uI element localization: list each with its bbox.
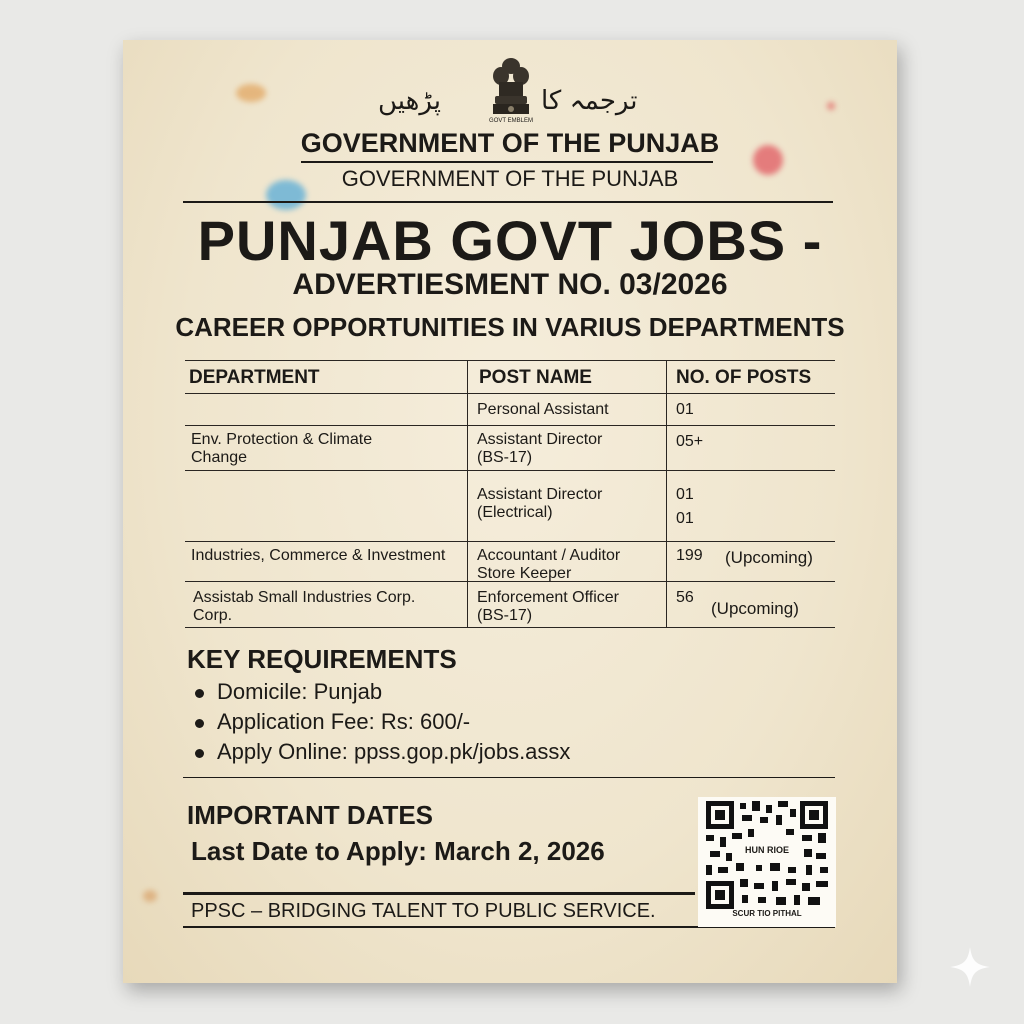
urdu-text-right: ترجمہ کا (541, 86, 638, 116)
table-cell-department: Assistab Small Industries Corp. Corp. (193, 589, 416, 624)
table-cell-post: Accountant / Auditor Store Keeper (477, 547, 621, 582)
qr-code-icon (706, 801, 828, 909)
footer-tagline: PPSC – BRIDGING TALENT TO PUBLIC SERVICE. (191, 900, 656, 922)
government-heading-regular: GOVERNMENT OF THE PUNJAB (341, 166, 679, 191)
table-cell-posts: 01 (676, 486, 694, 503)
paint-stain (143, 890, 157, 902)
table-cell-department: Industries, Commerce & Investment (191, 547, 446, 564)
important-dates-heading: IMPORTANT DATES (187, 800, 434, 830)
sparkle-icon (948, 945, 992, 989)
list-item: Domicile: Punjab (195, 677, 570, 707)
table-cell-posts: 01 (676, 510, 694, 527)
poster-subtitle: CAREER OPPORTUNITIES IN VARIUS DEPARTMENTS (175, 312, 845, 342)
list-item[interactable] (195, 737, 570, 767)
table-cell-posts: 199 (676, 547, 703, 564)
column-header-post-name: POST NAME (479, 367, 592, 388)
table-cell-posts: 01 (676, 401, 694, 418)
requirements-list (195, 677, 570, 767)
header-urdu-row (123, 56, 897, 136)
urdu-text-left: پڑھیں (378, 86, 441, 116)
divider (183, 892, 695, 895)
advertisement-number: ADVERTIESMENT NO. 03/2026 (292, 268, 728, 301)
divider (301, 161, 713, 163)
government-heading-bold: GOVERNMENT OF THE PUNJAB (300, 128, 720, 158)
table-cell-post: Personal Assistant (477, 401, 609, 418)
emblem-caption: GOVT EMBLEM (489, 118, 533, 124)
table-cell-post: Assistant Director (Electrical) (477, 486, 603, 521)
column-header-department: DEPARTMENT (189, 367, 320, 388)
apply-online-link[interactable]: Apply Online: ppss.gop.pk/jobs.assx (217, 739, 571, 764)
qr-caption: SCUR TIO PITHAL (732, 909, 802, 918)
table-cell-posts: 56 (676, 589, 694, 606)
qr-center-label: HUN RIOE (744, 845, 789, 855)
last-date: Last Date to Apply: March 2, 2026 (191, 836, 605, 866)
job-advertisement-poster (123, 40, 897, 983)
table-cell-note: (Upcoming) (725, 548, 813, 567)
column-header-no-of-posts: NO. OF POSTS (676, 367, 812, 388)
requirements-heading: KEY REQUIREMENTS (187, 644, 457, 674)
qr-code[interactable] (698, 797, 836, 927)
state-emblem-icon (485, 56, 537, 130)
table-cell-note: (Upcoming) (711, 599, 799, 618)
jobs-table (185, 360, 835, 628)
divider (183, 777, 835, 778)
table-cell-posts: 05+ (676, 433, 704, 450)
poster-title: PUNJAB GOVT JOBS - (197, 209, 823, 272)
table-cell-department: Env. Protection & Climate Change (191, 431, 373, 466)
table-cell-post: Enforcement Officer (BS-17) (477, 589, 619, 624)
list-item: Application Fee: Rs: 600/- (195, 707, 570, 737)
table-cell-post: Assistant Director (BS-17) (477, 431, 603, 466)
divider (183, 201, 833, 203)
